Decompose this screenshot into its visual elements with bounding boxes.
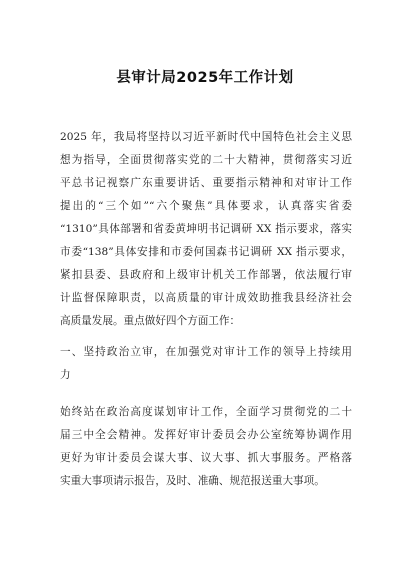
section-paragraph	[60, 401, 352, 493]
paragraph-line: 高质量发展。重点做好四个方面工作：	[60, 315, 241, 327]
paragraph-line: “1310”具体部署和省委黄坤明书记调研 XX 指示要求，落实	[60, 223, 352, 235]
paragraph-line: 2025 年，我局将坚持以习近平新时代中国特色社会主义思	[60, 131, 352, 143]
heading-line: 力	[60, 369, 71, 381]
paragraph-line: 更好为审计委员会谋大事、议大事、抓大事服务。严格落	[60, 452, 352, 464]
paragraph-line: 紧扣县委、县政府和上级审计机关工作部署，依法履行审	[60, 269, 352, 281]
paragraph-line: 始终站在政治高度谋划审计工作，全面学习贯彻党的二十	[60, 406, 352, 418]
paragraph-line: 计监督保障职责，以高质量的审计成效助推我县经济社会	[60, 292, 352, 304]
paragraph-line: 平总书记视察广东重要讲话、重要指示精神和对审计工作	[60, 177, 352, 189]
section-heading	[60, 341, 352, 387]
heading-line: 一、坚持政治立审，在加强党对审计工作的领导上持续用	[60, 346, 352, 358]
paragraph-line: 实重大事项请示报告，及时、准确、规范报送重大事项。	[60, 475, 325, 487]
paragraph-line: 市委“138”具体安排和市委何国森书记调研 XX 指示要求，	[60, 246, 352, 258]
document-title: 县审计局2025年工作计划	[116, 70, 294, 86]
paragraph-line: 想为指导，全面贯彻落实党的二十大精神，贯彻落实习近	[60, 154, 352, 166]
intro-paragraph	[60, 126, 352, 333]
paragraph-line: 届三中全会精神。发挥好审计委员会办公室统筹协调作用	[60, 429, 352, 441]
paragraph-line: 提出的“三个如”“六个聚焦”具体要求，认真落实省委	[60, 200, 352, 212]
